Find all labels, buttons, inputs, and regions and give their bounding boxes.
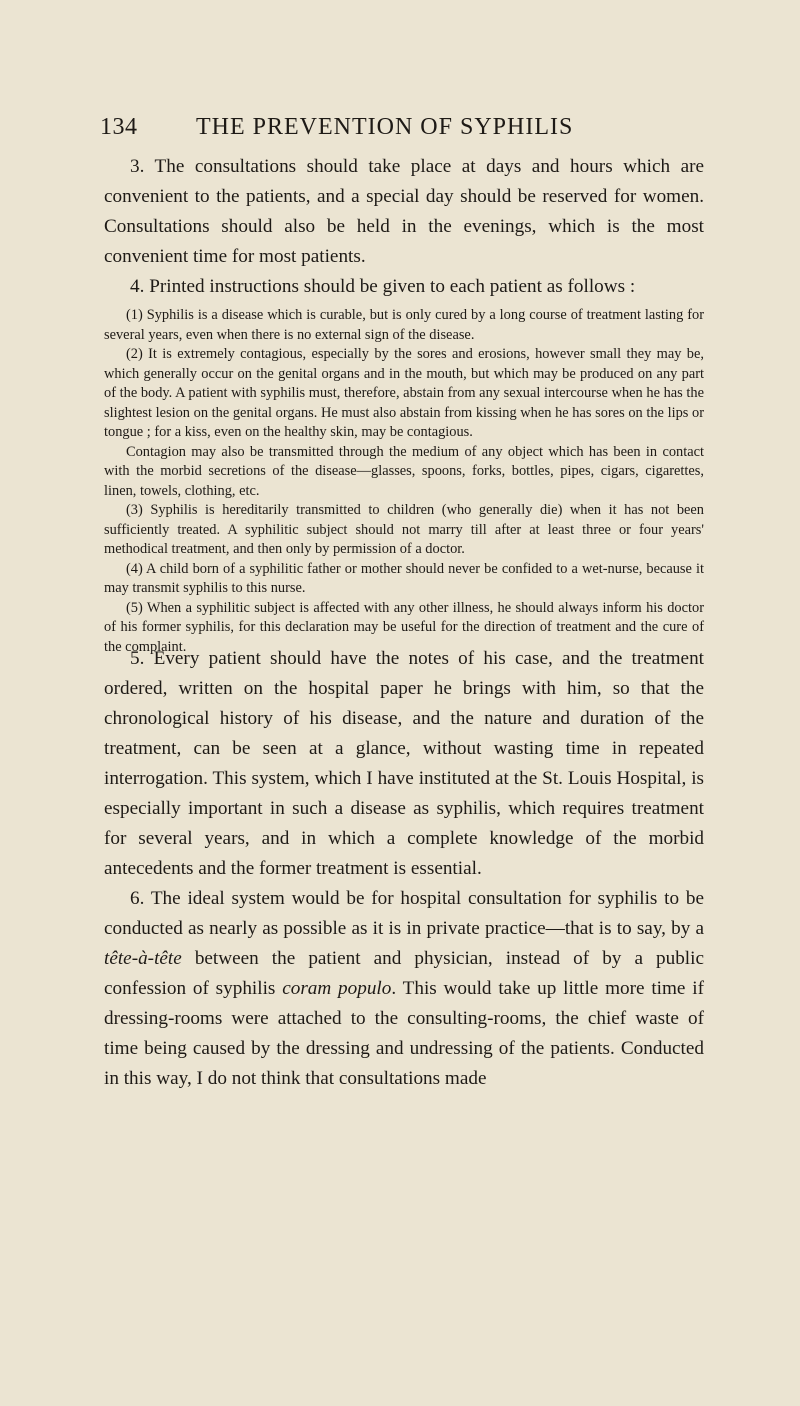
paragraph-5: 5. Every patient should have the notes of his case, and the treatment ordered, written on the hospital paper he brings with him, so that the chronological history of his disease, and the nature and duration of the treatment, can be seen at a glance, without wasting time in repeated interrogation. This system, which I have instituted at the St. Louis Hospital, is especially important in such a disease as syphilis, which requires treatment for several years, and in which a complete knowledge of the morbid antecedents and the former treatment is essential. [104, 648, 704, 879]
running-title: THE PREVENTION OF SYPHILIS [196, 114, 574, 140]
page-number: 134 [100, 114, 138, 140]
instruction-1: (1) Syphilis is a disease which is curable, but is only cured by a long course of treatment lasting for several years, even when there is no external sign of the disease. [104, 307, 704, 343]
paragraph-6-text-c: . This would take up little more time if dressing-rooms were attached to the consulting-rooms, the chief waste of time being caused by the dressing and undressing of the patients. Conducted in this way, I do not think that consultations made [104, 978, 704, 1089]
paragraph-6-text-b: between the patient and physician, instead of by a public confession of syphilis [104, 948, 704, 999]
main-text-lower [104, 644, 704, 1094]
instruction-5: (5) When a syphilitic subject is affected with any other illness, he should always inform his doctor of his former syphilis, for this declaration may be useful for the direction of treatment and the cure of the complaint. [104, 599, 704, 655]
paragraph-6-text-a: 6. The ideal system would be for hospital consultation for syphilis to be conducted as nearly as possible as it is in private practice—that is to say, by a [104, 888, 704, 939]
paragraph-6-italic-tete-a-tete: tête-à-tête [104, 948, 182, 969]
instruction-2-contagion: Contagion may also be transmitted through the medium of any object which has been in contact with the morbid secretions of the disease—glasses, spoons, forks, bottles, pipes, cigars, cigarettes, linen, towels, clothing, etc. [104, 443, 704, 499]
printed-instructions [104, 306, 704, 657]
main-text-upper [104, 152, 704, 302]
instruction-4: (4) A child born of a syphilitic father or mother should never be confided to a wet-nurse, because it may transmit syphilis to this nurse. [104, 560, 704, 596]
page-header [100, 110, 700, 144]
paragraph-6-italic-coram-populo: coram populo [282, 978, 392, 999]
paragraph-3: 3. The consultations should take place at days and hours which are convenient to the patients, and a special day should be reserved for women. Consultations should also be held in the evenings, which is the most convenient time for most patients. [104, 156, 704, 267]
paragraph-6 [104, 884, 704, 1094]
instruction-2: (2) It is extremely contagious, especially by the sores and erosions, however small they may be, which generally occur on the genital organs and in the mouth, but which may be produced on any part of the body. A patient with syphilis must, therefore, abstain from any sexual intercourse when he has the slightest lesion on the genital organs. He must also abstain from kissing when he has sores on the lips or tongue ; for a kiss, even on the healthy skin, may be contagious. [104, 346, 704, 440]
paragraph-4: 4. Printed instructions should be given to each patient as follows : [130, 276, 636, 297]
instruction-3: (3) Syphilis is hereditarily transmitted to children (who generally die) when it has not been sufficiently treated. A syphilitic subject should not marry till after at least three or four years' methodical treatment, and then only by permission of a doctor. [104, 502, 704, 557]
